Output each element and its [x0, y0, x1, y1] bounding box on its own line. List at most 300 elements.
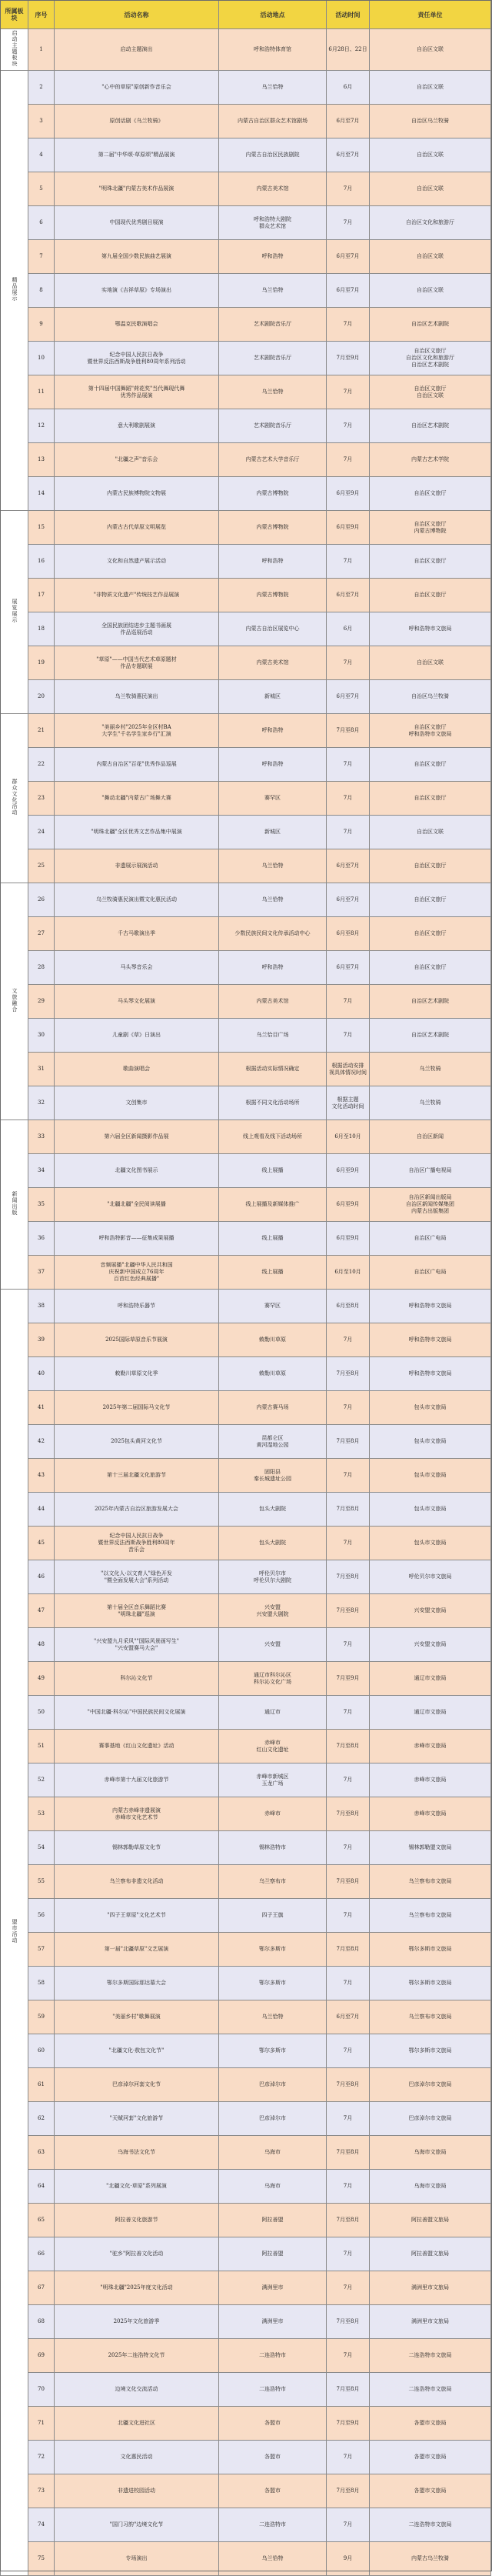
- responsible-unit: 自治区文旅厅: [370, 748, 491, 782]
- row-number: 60: [28, 2034, 55, 2068]
- responsible-unit: 二连浩特市文旅局: [370, 2373, 491, 2407]
- activity-time: 7月至8月: [327, 2373, 370, 2407]
- row-number: 32: [28, 1086, 55, 1120]
- responsible-unit: 包头市文旅局: [370, 1425, 491, 1459]
- activity-name: 北疆文化进社区: [55, 2407, 219, 2441]
- row-number: 9: [28, 308, 55, 342]
- responsible-unit: 呼伦贝尔市文旅局: [370, 1560, 491, 1594]
- activity-time: 7月至8月: [327, 1560, 370, 1594]
- activity-place: 四子王旗: [219, 1899, 327, 1933]
- activity-time: 6月至7月: [327, 883, 370, 917]
- responsible-unit: 赤峰市文旅局: [370, 1730, 491, 1763]
- activity-place: 阿拉善盟: [219, 2204, 327, 2237]
- responsible-unit: 呼和浩特市文旅局: [370, 1357, 491, 1391]
- activity-place: 鄂尔多斯市: [219, 1933, 327, 1967]
- row-number: 68: [28, 2305, 55, 2339]
- activity-time: 7月至8月: [327, 1425, 370, 1459]
- activity-name: 第十四届中国舞蹈"荷花奖"当代舞现代舞 优秀作品展演: [55, 375, 219, 409]
- activity-place: 二连浩特市: [219, 2508, 327, 2542]
- row-number: 49: [28, 1662, 55, 1696]
- activity-name: "国门习韵"边境文化节: [55, 2508, 219, 2542]
- activity-name: 赛事基地《红山文化遗址》活动: [55, 1730, 219, 1763]
- responsible-unit: 自治区乌兰牧骑: [370, 680, 491, 714]
- activity-time: 7月: [327, 985, 370, 1019]
- activity-name: 乌兰牧骑惠民演出: [55, 680, 219, 714]
- activity-place: 赤峰市 红山文化遗址: [219, 1730, 327, 1763]
- activity-time: 7月: [327, 1967, 370, 2000]
- activity-time: 6月至7月: [327, 138, 370, 172]
- activity-time: 6月至10月: [327, 1120, 370, 1154]
- responsible-unit: 自治区艺术剧院: [370, 409, 491, 443]
- activity-time: 7月: [327, 1763, 370, 1797]
- responsible-unit: 自治区文联: [370, 138, 491, 172]
- activity-time: 7月: [327, 443, 370, 477]
- activity-place: 呼和浩特大剧院 群众艺术馆: [219, 206, 327, 240]
- activity-place: 鄂尔多斯市: [219, 1967, 327, 2000]
- activity-name: 乌兰牧骑惠民演出暨文化惠民活动: [55, 883, 219, 917]
- activity-time: 7月: [327, 2339, 370, 2373]
- responsible-unit: 包头市文旅局: [370, 1459, 491, 1493]
- activity-name: 儿童剧《草》日演出: [55, 1019, 219, 1053]
- activity-name: 文化惠民活动: [55, 2441, 219, 2474]
- activity-place: 包头大剧院: [219, 1493, 327, 1527]
- activity-time: 7月: [327, 2034, 370, 2068]
- responsible-unit: 自治区艺术剧院: [370, 985, 491, 1019]
- activity-time: 7月: [327, 2170, 370, 2204]
- responsible-unit: 自治区文旅厅 自治区文化和旅游厅 自治区艺术剧院: [370, 342, 491, 375]
- activity-place: 内蒙古博物院: [219, 511, 327, 545]
- responsible-unit: 兴安盟文旅局: [370, 1594, 491, 1628]
- activity-time: 7月至9月: [327, 1662, 370, 1696]
- responsible-unit: 内蒙古艺术学院: [370, 443, 491, 477]
- activity-place: 满洲里市: [219, 2305, 327, 2339]
- activity-time: 6月至7月: [327, 240, 370, 274]
- activity-time: 7月: [327, 545, 370, 579]
- row-number: 11: [28, 375, 55, 409]
- activity-name: "明珠北疆"2025年度文化活动: [55, 2271, 219, 2305]
- activity-name: "天赋河套"文化旅游节: [55, 2102, 219, 2136]
- activity-place: 乌兰恰特: [219, 375, 327, 409]
- row-number: 70: [28, 2373, 55, 2407]
- activity-name: 第二届"中华颂·草原颂"精品展演: [55, 138, 219, 172]
- row-number: 67: [28, 2271, 55, 2305]
- row-number: 63: [28, 2136, 55, 2170]
- row-number: 22: [28, 748, 55, 782]
- responsible-unit: 赤峰市文旅局: [370, 1797, 491, 1831]
- activity-time: 7月至8月: [327, 1493, 370, 1527]
- activity-place: 内蒙古自治区民族剧院: [219, 138, 327, 172]
- activity-place: 乌兰恰特: [219, 274, 327, 308]
- activity-place: 鄂尔多斯市: [219, 2034, 327, 2068]
- activity-time: 9月: [327, 2542, 370, 2576]
- activity-place: 新城区: [219, 680, 327, 714]
- activity-time: 7月至8月: [327, 1357, 370, 1391]
- activity-name: 呼和浩特乐器节: [55, 1290, 219, 1323]
- row-number: 15: [28, 511, 55, 545]
- activity-place: 兴安盟: [219, 1628, 327, 1662]
- activity-place: 线上展播: [219, 1256, 327, 1290]
- row-number: 55: [28, 1865, 55, 1899]
- responsible-unit: 自治区广电局: [370, 1222, 491, 1256]
- row-number: 24: [28, 816, 55, 849]
- row-number: 21: [28, 714, 55, 748]
- activity-place: 线上展播: [219, 1154, 327, 1188]
- activity-name: 全国民族团结进步主题书画展 作品巡展活动: [55, 612, 219, 646]
- activity-place: 线上展播: [219, 1222, 327, 1256]
- row-number: 23: [28, 782, 55, 816]
- responsible-unit: 自治区文旅厅: [370, 782, 491, 816]
- activity-name: 敕勒川草原文化季: [55, 1357, 219, 1391]
- activity-time: 7月: [327, 1019, 370, 1053]
- row-number: 25: [28, 849, 55, 883]
- responsible-unit: 内蒙古乌兰牧骑: [370, 2542, 491, 2576]
- row-number: 46: [28, 1560, 55, 1594]
- activity-place: 根据活动实际情况确定: [219, 1053, 327, 1086]
- activity-time: 根据主题 文化活动时间: [327, 1086, 370, 1120]
- responsible-unit: 锡林郭勒盟文旅局: [370, 1831, 491, 1865]
- responsible-unit: 自治区文旅厅 内蒙古博物院: [370, 511, 491, 545]
- activity-name: "北疆文化·草原"系列展演: [55, 2170, 219, 2204]
- responsible-unit: 呼和浩特市文旅局: [370, 1290, 491, 1323]
- activity-time: 7月至8月: [327, 1797, 370, 1831]
- activity-place: 赤峰市: [219, 1797, 327, 1831]
- activity-place: 固阳县 秦长城遗址公园: [219, 1459, 327, 1493]
- responsible-unit: 自治区乌兰牧骑: [370, 105, 491, 138]
- activity-time: 6月至9月: [327, 477, 370, 511]
- activity-place: 锡林浩特市: [219, 1831, 327, 1865]
- activity-place: 乌兰恰特: [219, 2000, 327, 2034]
- section-label: 盟市活动: [12, 1919, 18, 1944]
- activity-time: 6月至7月: [327, 849, 370, 883]
- row-number: 26: [28, 883, 55, 917]
- activity-name: 意大利歌剧展演: [55, 409, 219, 443]
- activity-name: 鄂温克民歌演唱会: [55, 308, 219, 342]
- activity-name: "北疆之声"音乐会: [55, 443, 219, 477]
- row-number: 4: [28, 138, 55, 172]
- responsible-unit: 通辽市文旅局: [370, 1662, 491, 1696]
- row-number: 62: [28, 2102, 55, 2136]
- activity-time: 7月: [327, 816, 370, 849]
- responsible-unit: 自治区文旅厅: [370, 849, 491, 883]
- responsible-unit: 鄂尔多斯市文旅局: [370, 1967, 491, 2000]
- row-number: 13: [28, 443, 55, 477]
- activity-place: 赛罕区: [219, 1290, 327, 1323]
- activity-name: 文创集市: [55, 1086, 219, 1120]
- row-number: 61: [28, 2068, 55, 2102]
- activity-time: 7月: [327, 206, 370, 240]
- activity-name: 北疆文化图书展示: [55, 1154, 219, 1188]
- activity-name: 2025国际草原音乐节展演: [55, 1323, 219, 1357]
- activity-place: 呼和浩特: [219, 951, 327, 985]
- responsible-unit: 自治区文联: [370, 816, 491, 849]
- activity-place: 乌兰恰特: [219, 2542, 327, 2576]
- responsible-unit: 阿拉善盟文旅局: [370, 2204, 491, 2237]
- activity-time: 7月: [327, 2441, 370, 2474]
- activity-place: 根据不同文化活动场所: [219, 1086, 327, 1120]
- row-number: 56: [28, 1899, 55, 1933]
- activity-name: "驼乡"阿拉善文化活动: [55, 2237, 219, 2271]
- activity-time: 6月至8月: [327, 917, 370, 951]
- responsible-unit: 自治区文旅厅: [370, 545, 491, 579]
- activity-time: 7月至8月: [327, 2474, 370, 2508]
- row-number: 69: [28, 2339, 55, 2373]
- activity-name: 中国现代优秀剧目展演: [55, 206, 219, 240]
- activity-name: 第十三届北疆文化旅游节: [55, 1459, 219, 1493]
- row-number: 57: [28, 1933, 55, 1967]
- activity-place: 通辽市科尔沁区 科尔沁文化广场: [219, 1662, 327, 1696]
- activity-place: 艺术剧院音乐厅: [219, 308, 327, 342]
- row-number: 75: [28, 2542, 55, 2576]
- activity-place: 满洲里市: [219, 2271, 327, 2305]
- activity-place: 内蒙古自治区群众艺术馆剧场: [219, 105, 327, 138]
- row-number: 34: [28, 1154, 55, 1188]
- section-label: 启动主题板块: [12, 30, 18, 67]
- activity-place: 赛罕区: [219, 782, 327, 816]
- header-category: 所属板块: [1, 1, 28, 29]
- row-number: 42: [28, 1425, 55, 1459]
- activity-name: "心中的草原"原创新作音乐会: [55, 71, 219, 105]
- activity-name: "美丽乡村"2025年全区村BA 大学生"千名学生家乡行"汇演: [55, 714, 219, 748]
- activity-time: 7月: [327, 2508, 370, 2542]
- row-number: 39: [28, 1323, 55, 1357]
- activity-time: 7月至8月: [327, 1594, 370, 1628]
- activity-place: 各盟市: [219, 2441, 327, 2474]
- row-number: 6: [28, 206, 55, 240]
- activity-name: 2025年第二届国际马文化节: [55, 1391, 219, 1425]
- activity-time: 7月: [327, 1391, 370, 1425]
- activity-place: 少数民族民间文化传承活动中心: [219, 917, 327, 951]
- row-number: 12: [28, 409, 55, 443]
- row-number: 19: [28, 646, 55, 680]
- activity-name: 呼和浩特影音——征集成果展播: [55, 1222, 219, 1256]
- activity-time: 7月: [327, 375, 370, 409]
- responsible-unit: 满洲里市文旅局: [370, 2305, 491, 2339]
- row-number: 52: [28, 1763, 55, 1797]
- header-no: 序号: [28, 1, 55, 29]
- responsible-unit: 自治区文旅厅 自治区文联: [370, 375, 491, 409]
- activity-time: 7月: [327, 1899, 370, 1933]
- activity-time: 6月28日、22日: [327, 29, 370, 71]
- activity-place: 乌海市: [219, 2136, 327, 2170]
- activity-place: 各盟市: [219, 2407, 327, 2441]
- responsible-unit: 自治区文旅厅: [370, 951, 491, 985]
- activity-time: 7月: [327, 1628, 370, 1662]
- responsible-unit: 巴彦淖尔市文旅局: [370, 2068, 491, 2102]
- activity-time: 6月至9月: [327, 1154, 370, 1188]
- row-number: 37: [28, 1256, 55, 1290]
- activity-place: 敕勒川草原: [219, 1357, 327, 1391]
- row-number: 74: [28, 2508, 55, 2542]
- activity-time: 6月至9月: [327, 1188, 370, 1222]
- activity-place: 呼和浩特体育馆: [219, 29, 327, 71]
- activity-place: 敕勒川草原: [219, 1323, 327, 1357]
- responsible-unit: 满洲里市文旅局: [370, 2271, 491, 2305]
- activity-time: 6月至7月: [327, 951, 370, 985]
- activity-time: 7月: [327, 646, 370, 680]
- activity-name: 千古马歌演出季: [55, 917, 219, 951]
- responsible-unit: 自治区广播电视局: [370, 1154, 491, 1188]
- activity-name: 马头琴文化展演: [55, 985, 219, 1019]
- responsible-unit: 自治区新闻: [370, 1120, 491, 1154]
- responsible-unit: 自治区文联: [370, 646, 491, 680]
- activity-time: 7月: [327, 308, 370, 342]
- row-number: 44: [28, 1493, 55, 1527]
- responsible-unit: 呼和浩特市文旅局: [370, 1323, 491, 1357]
- activity-name: 2025包头黄河文化节: [55, 1425, 219, 1459]
- activity-time: 6月至7月: [327, 680, 370, 714]
- activity-time: 6月至10月: [327, 1256, 370, 1290]
- row-number: 72: [28, 2441, 55, 2474]
- activity-name: 内蒙古民族博物院文物展: [55, 477, 219, 511]
- row-number: 66: [28, 2237, 55, 2271]
- activity-time: 6月至8月: [327, 1290, 370, 1323]
- activity-name: 阿拉善文化旅游节: [55, 2204, 219, 2237]
- row-number: 17: [28, 579, 55, 612]
- activity-place: 内蒙古美术馆: [219, 985, 327, 1019]
- activity-name: 鄂尔多斯国际那达慕大会: [55, 1967, 219, 2000]
- activity-place: 乌兰察布市: [219, 1865, 327, 1899]
- activity-time: 6月至9月: [327, 1222, 370, 1256]
- activity-name: 内蒙古自治区"百花"优秀作品巡展: [55, 748, 219, 782]
- row-number: 43: [28, 1459, 55, 1493]
- row-number: 28: [28, 951, 55, 985]
- activity-time: 7月: [327, 2102, 370, 2136]
- activity-place: 乌兰恰特: [219, 71, 327, 105]
- activity-time: 7月至8月: [327, 714, 370, 748]
- activity-name: 马头琴音乐会: [55, 951, 219, 985]
- activity-name: 非遗进校园活动: [55, 2474, 219, 2508]
- header-time: 活动时间: [327, 1, 370, 29]
- activity-name: 巴彦淖尔河套文化节: [55, 2068, 219, 2102]
- activity-time: 6月: [327, 612, 370, 646]
- activity-time: 7月至8月: [327, 1933, 370, 1967]
- activity-place: 呼伦贝尔市 呼伦贝尔大剧院: [219, 1560, 327, 1594]
- row-number: 31: [28, 1053, 55, 1086]
- header-name: 活动名称: [55, 1, 219, 29]
- activity-place: 阿拉善盟: [219, 2237, 327, 2271]
- activity-place: 昆都仑区 黄河湿地公园: [219, 1425, 327, 1459]
- responsible-unit: 巴彦淖尔市文旅局: [370, 2102, 491, 2136]
- activity-name: 非遗展示展演活动: [55, 849, 219, 883]
- row-number: 33: [28, 1120, 55, 1154]
- activity-name: 赤峰市第十九届文化旅游节: [55, 1763, 219, 1797]
- responsible-unit: 各盟市文旅局: [370, 2441, 491, 2474]
- row-number: 30: [28, 1019, 55, 1053]
- responsible-unit: 包头市文旅局: [370, 1493, 491, 1527]
- activity-name: "四子王草原"文化艺术节: [55, 1899, 219, 1933]
- activity-name: "兴安盟九月采风""国际风景画写生" "兴安盟赛马大会": [55, 1628, 219, 1662]
- row-number: 2: [28, 71, 55, 105]
- activity-time: 7月: [327, 1527, 370, 1560]
- row-number: 3: [28, 105, 55, 138]
- row-number: 45: [28, 1527, 55, 1560]
- row-number: 51: [28, 1730, 55, 1763]
- activity-name: 实地演《吉祥草原》专场演出: [55, 274, 219, 308]
- responsible-unit: 自治区文旅厅: [370, 579, 491, 612]
- activity-place: 通辽市: [219, 1696, 327, 1730]
- row-number: 58: [28, 1967, 55, 2000]
- activity-time: 7月: [327, 2237, 370, 2271]
- activity-time: 6月至7月: [327, 274, 370, 308]
- activity-name: "北疆文化·敖包文化节": [55, 2034, 219, 2068]
- activity-time: 7月至9月: [327, 2407, 370, 2441]
- responsible-unit: 自治区艺术剧院: [370, 308, 491, 342]
- responsible-unit: 自治区文旅厅: [370, 477, 491, 511]
- activity-time: 7月: [327, 409, 370, 443]
- activity-place: 兴安盟 兴安盟大剧院: [219, 1594, 327, 1628]
- activity-time: 根据活动安排 视具体情况时间: [327, 1053, 370, 1086]
- row-number: 8: [28, 274, 55, 308]
- row-number: 38: [28, 1290, 55, 1323]
- responsible-unit: 各盟市文旅局: [370, 2474, 491, 2508]
- activity-time: 7月至8月: [327, 1865, 370, 1899]
- responsible-unit: 乌海市文旅局: [370, 2136, 491, 2170]
- activity-name: "以文化人·以文育人"绿色开发 "暨全面发展大会"系列活动: [55, 1560, 219, 1594]
- activity-name: "中国北疆·科尔沁"中国民族民间文化展演: [55, 1696, 219, 1730]
- activity-time: 6月至7月: [327, 105, 370, 138]
- activity-name: 科尔沁文化节: [55, 1662, 219, 1696]
- row-number: 10: [28, 342, 55, 375]
- responsible-unit: 二连浩特市文旅局: [370, 2339, 491, 2373]
- activity-time: 7月至8月: [327, 2068, 370, 2102]
- activity-name: 边境文化交流活动: [55, 2373, 219, 2407]
- section-label: 群众文化活动: [12, 779, 18, 816]
- activity-place: 线上观看及线下活动场所: [219, 1120, 327, 1154]
- row-number: 36: [28, 1222, 55, 1256]
- activity-name: 内蒙古古代草原文明展览: [55, 511, 219, 545]
- activity-place: 包头大剧院: [219, 1527, 327, 1560]
- row-number: 47: [28, 1594, 55, 1628]
- responsible-unit: 呼和浩特市文旅局: [370, 612, 491, 646]
- activity-place: 呼和浩特: [219, 240, 327, 274]
- activity-name: 2025年内蒙古自治区旅游发展大会: [55, 1493, 219, 1527]
- activity-name: 第九届全国少数民族曲艺展演: [55, 240, 219, 274]
- responsible-unit: 自治区新闻出版局 自治区新闻传媒集团 内蒙古出版集团: [370, 1188, 491, 1222]
- activity-time: 7月: [327, 2271, 370, 2305]
- section-label: 新闻出版: [12, 1191, 18, 1216]
- responsible-unit: 鄂尔多斯市文旅局: [370, 1933, 491, 1967]
- activity-time: 7月: [327, 1459, 370, 1493]
- responsible-unit: 自治区文联: [370, 240, 491, 274]
- header-unit: 责任单位: [370, 1, 491, 29]
- responsible-unit: 自治区文旅厅: [370, 883, 491, 917]
- row-number: 48: [28, 1628, 55, 1662]
- row-number: 18: [28, 612, 55, 646]
- activity-place: 内蒙古自治区展览中心: [219, 612, 327, 646]
- row-number: 64: [28, 2170, 55, 2204]
- section-label: 文旅融合: [12, 988, 18, 1013]
- activity-name: 音频展播"北疆中华人民共和国 庆祝新中国成立76周年 百首红色经典展播": [55, 1256, 219, 1290]
- activity-name: 文化和自然遗产展示活动: [55, 545, 219, 579]
- responsible-unit: 包头市文旅局: [370, 1391, 491, 1425]
- activity-place: 内蒙古美术馆: [219, 172, 327, 206]
- activity-name: 专场演出: [55, 2542, 219, 2576]
- activity-name: 原创话剧《乌兰牧骑》: [55, 105, 219, 138]
- activity-name: 第十届全区音乐舞蹈比赛 "明珠北疆"巡演: [55, 1594, 219, 1628]
- responsible-unit: 自治区文联: [370, 29, 491, 71]
- row-number: 16: [28, 545, 55, 579]
- activity-time: 7月至8月: [327, 2204, 370, 2237]
- row-number: 1: [28, 29, 55, 71]
- responsible-unit: 自治区文化和旅游厅: [370, 206, 491, 240]
- activity-place: 呼和浩特: [219, 748, 327, 782]
- responsible-unit: 乌兰牧骑: [370, 1086, 491, 1120]
- activity-place: 线上展播及新媒体推广: [219, 1188, 327, 1222]
- activity-place: 巴彦淖尔市: [219, 2068, 327, 2102]
- responsible-unit: 自治区广电局: [370, 1256, 491, 1290]
- responsible-unit: 鄂尔多斯市文旅局: [370, 2034, 491, 2068]
- activity-time: 7月: [327, 748, 370, 782]
